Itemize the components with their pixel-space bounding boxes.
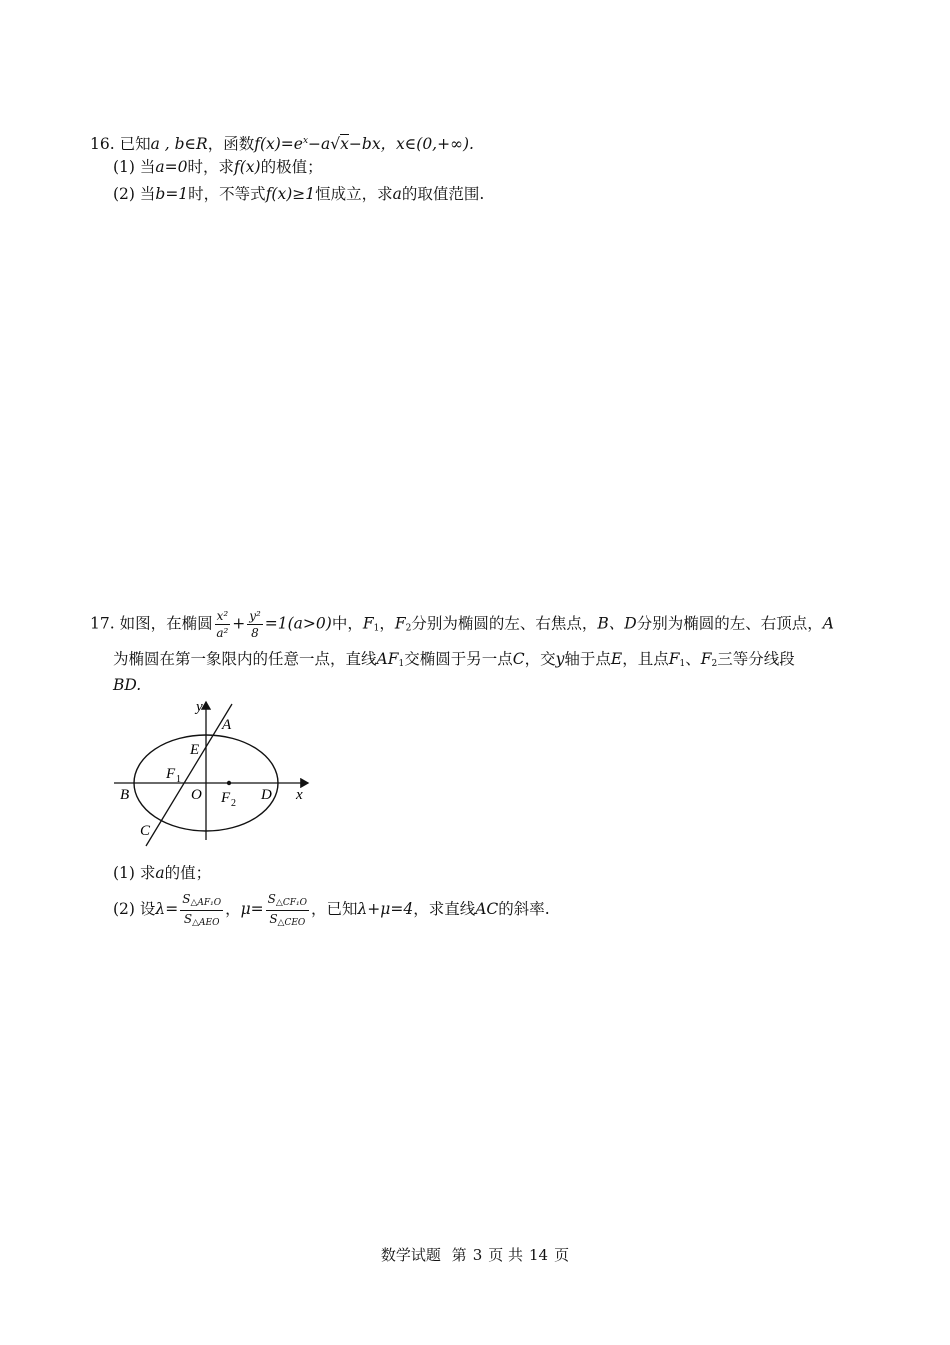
subscript: 2 — [405, 623, 412, 634]
vertex-labels: B、D — [597, 614, 637, 633]
problem-16-part-2 — [113, 183, 484, 205]
part-text: (2) 当 — [113, 185, 156, 203]
line-label: AF — [376, 650, 399, 668]
line-ac — [146, 704, 232, 846]
problem-17-stem-line-2 — [113, 648, 795, 675]
part-text: 的斜率. — [498, 900, 550, 918]
point-label: A — [822, 614, 834, 633]
area-symbol: S — [183, 911, 193, 926]
triangle-subscript: △CEO — [277, 917, 306, 928]
part-text: 的值； — [164, 864, 212, 882]
stem-text: 交椭圆于另一点 — [404, 650, 513, 668]
equation-rhs: =1(a>0) — [264, 614, 332, 633]
stem-text: 如图，在椭圆 — [119, 614, 213, 633]
footer-page-suffix: 页 — [554, 1246, 570, 1264]
punctuation: ， — [225, 900, 241, 918]
stem-text: 三等分线段 — [717, 650, 795, 668]
point-label: C — [512, 650, 525, 668]
plus-sign: + — [232, 614, 246, 633]
math-condition: a=0 — [155, 158, 188, 176]
part-text: 恒成立，求 — [315, 185, 393, 203]
punctuation: ， — [379, 614, 395, 633]
part-text: ，求直线 — [413, 900, 476, 918]
focus-f2-point — [227, 781, 231, 785]
footer-page-prefix: 第 — [451, 1246, 467, 1264]
label-o: O — [191, 787, 202, 803]
fraction-numerator: x² — [216, 609, 229, 623]
page-footer — [0, 1244, 950, 1265]
sqrt-radicand: x — [340, 135, 349, 153]
stem-text: ，且点 — [622, 650, 669, 668]
problem-17-stem-line-1 — [90, 610, 834, 642]
stem-text: 为椭圆在第一象限内的任意一点，直线 — [113, 650, 377, 668]
focus-label: F — [668, 650, 680, 668]
function-expression: f(x)=e — [254, 135, 303, 153]
part-text: 时，不等式 — [188, 185, 266, 203]
fraction-lambda — [180, 893, 223, 928]
problem-number: 16. — [90, 135, 115, 153]
stem-text: ，函数 — [207, 135, 255, 153]
triangle-subscript: △AEO — [192, 917, 220, 928]
part-text: 的极值； — [260, 158, 323, 176]
axis-label: y — [555, 650, 565, 668]
stem-text: 轴于点 — [564, 650, 611, 668]
part-text: (1) 当 — [113, 158, 156, 176]
part-text: (2) 设 — [113, 900, 156, 918]
function-expression: −bx，x∈(0,+∞). — [348, 135, 474, 153]
part-text: 的取值范围. — [401, 185, 485, 203]
part-text: (1) 求 — [113, 864, 156, 882]
label-f1: F — [166, 766, 176, 782]
mu-definition: μ= — [240, 900, 264, 918]
problem-17-part-1 — [113, 862, 211, 884]
footer-total-pages: 14 — [529, 1246, 549, 1264]
fraction-denominator — [266, 911, 309, 928]
problem-17-part-2 — [113, 892, 550, 928]
problem-16-stem — [90, 130, 474, 155]
label-x: x — [296, 787, 303, 803]
fraction-denominator: a² — [216, 626, 229, 640]
part-text: 时，求 — [187, 158, 234, 176]
math-inequality: f(x)≥1 — [265, 185, 316, 203]
fraction-x — [215, 610, 231, 639]
problem-17-stem-line-3: BD. — [113, 676, 142, 694]
area-symbol: S — [269, 911, 278, 926]
focus-label: F — [394, 614, 406, 633]
subscript: 1 — [373, 623, 380, 634]
focus-label: F — [362, 614, 374, 633]
footer-subject: 数学试题 — [380, 1246, 441, 1264]
math-variable: a — [155, 864, 165, 882]
stem-text: 分别为椭圆的左、右焦点， — [411, 614, 598, 633]
label-b: B — [120, 787, 130, 803]
area-symbol: S — [267, 891, 276, 906]
problem-number: 17. — [90, 614, 115, 633]
math-variable: a — [392, 185, 402, 203]
fraction-denominator: 8 — [251, 626, 259, 640]
subscript: 2 — [711, 659, 718, 669]
fraction-numerator — [180, 893, 223, 911]
problem-16-part-1 — [113, 156, 323, 178]
punctuation: 、 — [685, 650, 701, 668]
focus-label: F — [700, 650, 712, 668]
footer-page-number: 3 — [472, 1246, 483, 1264]
label-f2-subscript: 2 — [231, 798, 236, 809]
function-expression: −a — [308, 135, 331, 153]
footer-page-mid: 页 共 — [488, 1246, 524, 1264]
line-label: AC — [475, 900, 499, 918]
subscript: 1 — [398, 659, 405, 669]
stem-text: 中， — [331, 614, 363, 633]
stem-text: 已知 — [119, 135, 151, 153]
label-f2: F — [221, 790, 231, 806]
label-a: A — [222, 717, 232, 733]
point-label: E — [610, 650, 623, 668]
fraction-y — [247, 610, 263, 639]
math-condition: λ+μ=4 — [357, 900, 414, 918]
math-condition: b=1 — [155, 185, 189, 203]
label-c: C — [140, 823, 151, 839]
fraction-denominator — [180, 911, 223, 928]
label-f1-subscript: 1 — [176, 774, 181, 785]
fraction-mu — [266, 893, 309, 928]
label-y: y — [196, 699, 203, 715]
triangle-subscript: △CF₁O — [275, 897, 307, 908]
fraction-numerator: y² — [249, 609, 261, 623]
lambda-definition: λ= — [155, 900, 179, 918]
math-expression: f(x) — [234, 158, 261, 176]
ellipse-figure — [110, 696, 320, 856]
sqrt-sign: √ — [330, 135, 341, 153]
stem-text: ，交 — [524, 650, 556, 668]
stem-vars: a , b∈R — [150, 135, 208, 153]
part-text: ，已知 — [310, 900, 358, 918]
subscript: 1 — [679, 659, 686, 669]
label-d: D — [261, 787, 272, 803]
fraction-numerator — [266, 893, 309, 911]
triangle-subscript: △AF₁O — [190, 897, 222, 908]
stem-text: 分别为椭圆的左、右顶点， — [636, 614, 823, 633]
area-symbol: S — [182, 891, 191, 906]
label-e: E — [190, 742, 200, 758]
exponent: x — [302, 136, 309, 146]
